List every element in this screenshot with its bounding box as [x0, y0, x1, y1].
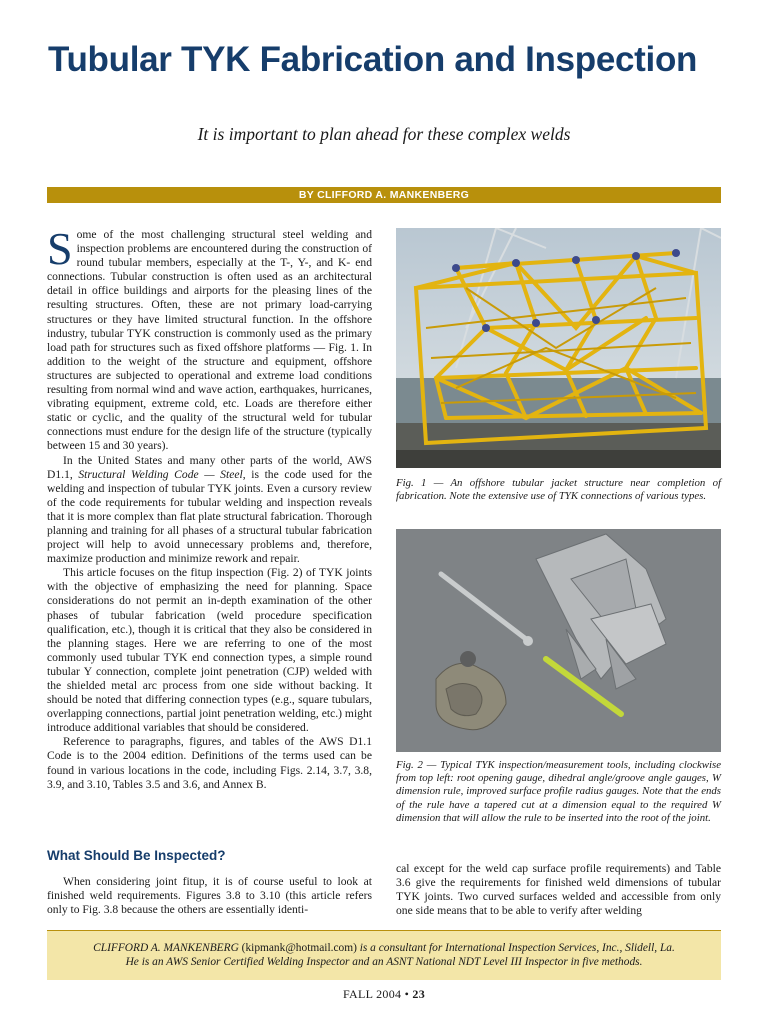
paragraph-reference: Reference to paragraphs, figures, and tables of the AWS D1.1 Code is to the 2004 edition. Definitions of the terms used can be found in various locations in the code, including Figs. 2.14, 3.7, 3.8, 3.9, and 3.10, Tables 3.5 and 3.6, and Annex B. [47, 735, 372, 791]
paragraph-aws-code [47, 454, 372, 567]
drop-cap: S [47, 223, 73, 274]
body-column-left [47, 223, 372, 792]
byline-bar: BY CLIFFORD A. MANKENBERG [47, 187, 721, 203]
figure-1-caption: Fig. 1 — An offshore tubular jacket structure near completion of fabrication. Note the extensive use of TYK connections of various types. [396, 477, 721, 503]
author-email: (kipmank@hotmail.com) [238, 942, 360, 954]
paragraph-intro-text: ome of the most challenging structural steel welding and inspection problems are encountered during the construction of round tubular members, especially at the T-, Y-, and K- end connections. Tubular construction is often used as an architectural detail in office buildings and airports for the pleasing lines of the resulting structures. Often, these are not primary load-carrying structures or they have limited structural function. In the offshore industry, tubular TYK construction is commonly used as the primary load path for structures such as fixed offshore platforms — Fig. 1. In addition to the weight of the structure and equipment, offshore structures are subjected to operational and extreme load conditions resulting from normal wind and wave action, earthquakes, hurricanes, vibrating equipment, extreme cold, etc. Loads are therefore either static or cyclic, and the quality of the structural weld for tubular connections must endure for the design life of the structure (typically between 15 and 30 years). [47, 228, 372, 453]
inspection-tools-illustration [396, 529, 721, 752]
section-body-left [47, 875, 372, 917]
article-title: Tubular TYK Fabrication and Inspection [48, 40, 698, 79]
author-bio-box [47, 930, 721, 980]
section-body-right [396, 862, 721, 918]
author-bio-2: He is an AWS Senior Certified Welding Inspector and an ASNT National NDT Level III Inspector in five methods. [125, 956, 643, 968]
author-name: CLIFFORD A. MANKENBERG [93, 942, 239, 954]
author-bio-line-2 [47, 955, 721, 969]
issue-label: FALL 2004 • [342, 987, 413, 1001]
paragraph-aws-code-b: , is the code used for the welding and inspection of tubular TYK joints. Even a cursory review of the code requirements for tubular welding and inspection reveals that it is more complex than flat plate structural fabrication. Thorough planning and training for all phases of a structural tubular fabrication project will help to avoid unnecessary problems and, therefore, maximize production and minimize rework and repair. [47, 467, 372, 566]
page-footer [0, 987, 768, 1002]
section-paragraph-continued: cal except for the weld cap surface profile requirements) and Table 3.6 give the requirements for finished weld dimensions of tubular TYK joints. Two curved surfaces welded and accessible from only one side means that to be able to verify after welding [396, 862, 721, 918]
section-paragraph: When considering joint fitup, it is of course useful to look at finished weld requirements. Figures 3.8 to 3.10 (this article refers only to Fig. 3.8 because the others are essentially identi- [47, 875, 372, 917]
author-bio-1: is a consultant for International Inspection Services, Inc., Slidell, La. [359, 942, 675, 954]
offshore-jacket-illustration [396, 228, 721, 468]
section-heading: What Should Be Inspected? [47, 848, 226, 863]
page-number: 23 [412, 987, 426, 1001]
author-bio-line-1 [47, 941, 721, 955]
paragraph-intro [47, 223, 372, 454]
paragraph-aws-code-a: In the United States and many other parts of the world, AWS D1.1, [47, 453, 372, 481]
figure-2-photo [396, 529, 721, 752]
article-subtitle: It is important to plan ahead for these complex welds [197, 124, 571, 144]
code-title: Structural Welding Code — Steel [78, 467, 243, 481]
figure-1-photo [396, 228, 721, 468]
figure-2-caption: Fig. 2 — Typical TYK inspection/measurement tools, including clockwise from top left: root opening gauge, dihedral angle/groove angle gauges, W dimension rule, improved surface profile radius gauges. Note that the ends of the rule have a tapered cut at a dimension equal to the required W dimension that will allow the rule to be inserted into the root of the joint. [396, 759, 721, 824]
paragraph-fitup: This article focuses on the fitup inspection (Fig. 2) of TYK joints with the objective of emphasizing the need for planning. Space considerations do not permit an in-depth examination of the other phases of tubular fabrication (weld procedure specification qualification, etc.), though it is critical that they also be considered in the planning stages. Here we are referring to one of the most commonly used tubular TYK end connection types, a simple round tubular Y connection, complete joint penetration (CJP) welded with the shielded metal arc process from one side without backing. It should be noted that differing connection types (e.g., square tubulars, overlapping connections, partial joint penetration welding, etc.) might introduce additional variables that should be considered. [47, 566, 372, 735]
